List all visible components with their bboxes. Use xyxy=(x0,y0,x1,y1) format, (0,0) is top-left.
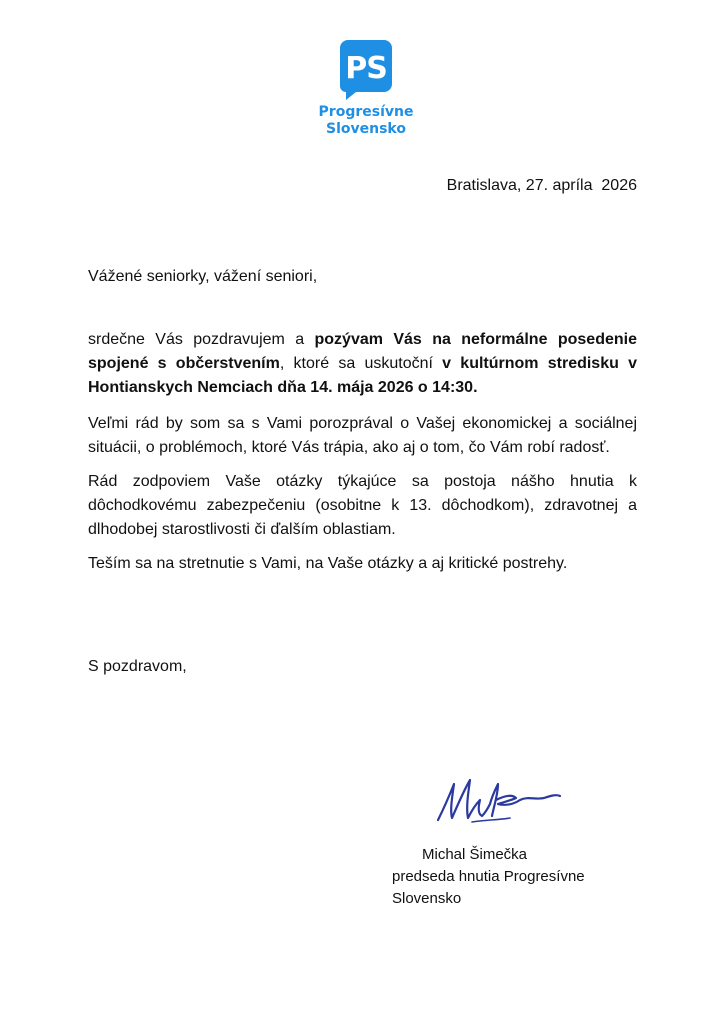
logo-name-line1: Progresívne xyxy=(318,104,414,120)
closing: S pozdravom, xyxy=(88,658,187,675)
invitation-text-c: , ktoré sa uskutoční xyxy=(279,355,443,372)
invitation-highlight: pozývam Vás na neformálne posedenie spojené s občerstvením xyxy=(88,331,637,372)
signer-title-line1: predseda hnutia Progresívne xyxy=(392,868,585,885)
salutation: Vážené seniorky, vážení seniori, xyxy=(88,268,318,285)
logo-name xyxy=(318,104,414,138)
ps-logo-icon xyxy=(340,40,392,100)
handwritten-signature xyxy=(432,770,564,832)
invitation-text-a: srdečne Vás pozdravujem a xyxy=(88,331,315,348)
logo-mark-text: PS xyxy=(345,51,387,86)
party-logo xyxy=(318,40,414,138)
letter-date: Bratislava, 27. apríla 2026 xyxy=(446,177,637,194)
logo-name-line2: Slovensko xyxy=(326,121,406,137)
paragraph-looking-forward: Teším sa na stretnutie s Vami, na Vaše otázky a aj kritické postrehy. xyxy=(88,555,568,572)
letter-body xyxy=(88,328,637,586)
signer-block xyxy=(392,844,585,910)
paragraph-conversation: Veľmi rád by som sa s Vami porozprával o Vašej ekonomickej a sociálnej situácii, o problémoch, ktoré Vás trápia, ako aj o tom, čo Vám robí radosť. xyxy=(88,415,637,456)
signer-name: Michal Šimečka xyxy=(422,846,528,863)
signer-title-line2: Slovensko xyxy=(392,890,462,907)
paragraph-questions: Rád zodpoviem Vaše otázky týkajúce sa postoja nášho hnutia k dôchodkovému zabezpečeniu (osobitne k 13. dôchodkom), zdravotnej a dlhodobej starostlivosti či ďalším oblastiam. xyxy=(88,473,637,538)
invitation-location-date: v kultúrnom stredisku v Hontianskych Nemciach dňa 14. mája 2026 o 14:30. xyxy=(88,355,638,396)
paragraph-invitation xyxy=(88,328,637,400)
